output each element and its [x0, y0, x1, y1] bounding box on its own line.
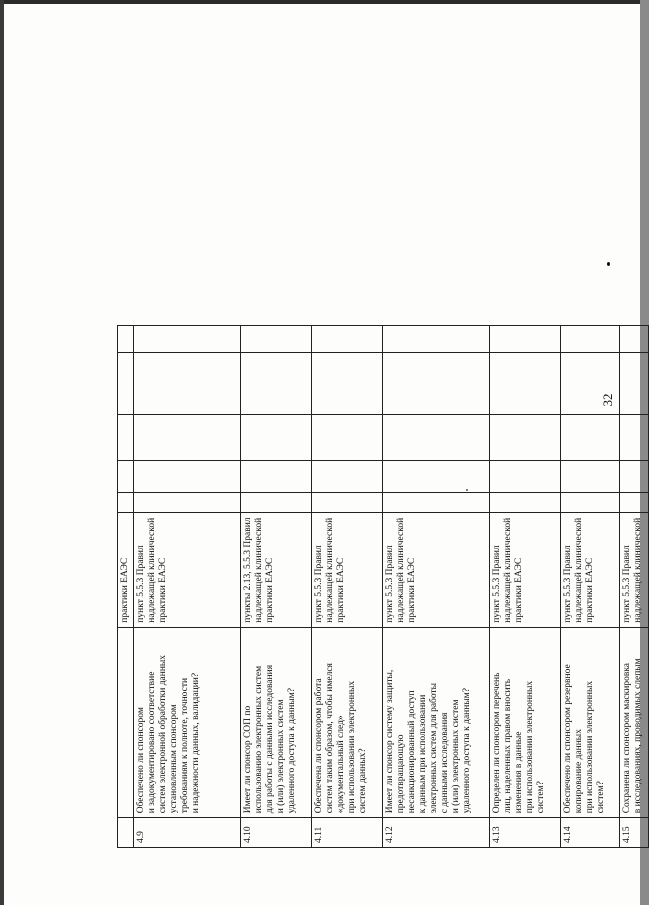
question-line: копирование данных — [574, 729, 584, 814]
question-line: и (или) электронных систем — [276, 699, 286, 814]
cell-empty — [620, 353, 649, 415]
cell-reference — [561, 513, 620, 627]
scan-edge-left — [0, 0, 4, 905]
question-line: при использовании электронных — [525, 680, 535, 814]
reference-line: пункт 5.5.3 Правил — [385, 545, 395, 623]
cell-empty — [241, 326, 312, 353]
table-row — [312, 326, 383, 848]
table-row-continuation — [118, 326, 134, 848]
question-line: систем таким образом, чтобы имелся — [325, 663, 335, 814]
page-number: 32 — [600, 393, 615, 407]
question-line: удаленного доступа к данным? — [287, 688, 297, 814]
cell-question — [383, 627, 490, 818]
cell-empty — [241, 415, 312, 461]
question-line: и задокументировано соответствие — [147, 671, 157, 814]
cell-reference — [134, 513, 241, 627]
cell-empty — [312, 353, 383, 415]
cell-num: 4.14 — [561, 818, 620, 848]
question-line: Имеет ли спонсор систему защиты, — [385, 669, 395, 814]
cell-empty — [490, 326, 561, 353]
scan-speck — [607, 262, 610, 266]
reference-line: надлежащей клинической — [147, 517, 157, 623]
scan-speck — [466, 489, 468, 491]
cell-empty — [312, 415, 383, 461]
cell-empty — [620, 493, 649, 513]
reference-line: практики ЕАЭС — [585, 557, 595, 623]
cell-empty — [383, 461, 490, 493]
cell-empty — [134, 353, 241, 415]
cell-empty — [118, 353, 134, 415]
cell-empty — [134, 493, 241, 513]
question-line: в исследованиях, проводимых слепым — [633, 658, 643, 814]
question-line: лиц, наделенных правом вносить — [503, 678, 513, 814]
cell-num: 4.11 — [312, 818, 383, 848]
question-line: «документальный след» — [336, 715, 346, 814]
cell-empty — [561, 493, 620, 513]
cell-empty — [561, 415, 620, 461]
cell-empty — [118, 415, 134, 461]
cell-reference — [383, 513, 490, 627]
reference-line: практики ЕАЭС — [514, 557, 524, 623]
question-line: изменения в данные — [514, 731, 524, 814]
table-body — [118, 326, 649, 848]
cell-empty — [312, 326, 383, 353]
cell-empty — [620, 415, 649, 461]
cell-reference: практики ЕАЭС — [118, 513, 134, 627]
cell-empty — [312, 493, 383, 513]
cell-empty — [620, 461, 649, 493]
question-line: с данными исследования — [440, 712, 450, 814]
cell-reference — [620, 513, 649, 627]
cell-num: 4.13 — [490, 818, 561, 848]
cell-reference — [490, 513, 561, 627]
reference-line: пункты 2.13, 5.5.3 Правил — [243, 517, 253, 623]
cell-empty — [383, 326, 490, 353]
checklist-table — [117, 325, 649, 848]
question-line: использованию электронных систем — [254, 665, 264, 814]
cell-empty — [118, 493, 134, 513]
cell-num — [118, 818, 134, 848]
question-line: систем? — [596, 781, 606, 814]
question-line: Обеспечено ли спонсором резервное — [563, 664, 573, 814]
reference-line: пункт 5.5.3 Правил — [563, 545, 573, 623]
cell-question — [620, 627, 649, 818]
reference-line: надлежащей клинической — [396, 517, 406, 623]
question-line: и (или) электронных систем — [451, 699, 461, 814]
question-line: электронных систем для работы — [429, 682, 439, 814]
reference-line: практики ЕАЭС — [336, 557, 346, 623]
cell-empty — [241, 461, 312, 493]
cell-empty — [134, 415, 241, 461]
table-row — [490, 326, 561, 848]
question-line: систем? — [536, 781, 546, 814]
reference-line: практики ЕАЭС — [158, 557, 168, 623]
reference-line: надлежащей клинической — [633, 517, 643, 623]
table-row — [134, 326, 241, 848]
cell-question — [561, 627, 620, 818]
question-line: несанкционированный доступ — [407, 690, 417, 814]
reference-line: надлежащей клинической — [325, 517, 335, 623]
cell-empty — [561, 353, 620, 415]
cell-question — [490, 627, 561, 818]
cell-empty — [561, 326, 620, 353]
cell-empty — [561, 461, 620, 493]
cell-empty — [490, 353, 561, 415]
cell-empty — [118, 461, 134, 493]
reference-line: практики ЕАЭС — [265, 557, 275, 623]
reference-line: пункт 5.5.3 Правил — [492, 545, 502, 623]
question-line: к данным при использовании — [418, 694, 428, 814]
cell-num: 4.12 — [383, 818, 490, 848]
table-row — [620, 326, 649, 848]
cell-reference — [312, 513, 383, 627]
cell-empty — [620, 326, 649, 353]
cell-num: 4.10 — [241, 818, 312, 848]
cell-empty — [490, 415, 561, 461]
reference-line: надлежащей клинической — [574, 517, 584, 623]
question-line: систем электронной обработки данных — [158, 654, 168, 814]
cell-empty — [241, 353, 312, 415]
question-line: требованиям к полноте, точности — [180, 677, 190, 814]
cell-question — [241, 627, 312, 818]
question-line: при использовании электронных — [347, 680, 357, 814]
cell-question — [312, 627, 383, 818]
cell-empty — [383, 415, 490, 461]
question-line: для работы с данными исследования — [265, 664, 275, 814]
question-line: Обеспечена ли спонсором работа — [314, 678, 324, 814]
cell-empty — [312, 461, 383, 493]
question-line: удаленного доступа к данным? — [462, 688, 472, 814]
question-line: предотвращающую — [396, 734, 406, 814]
scan-edge-top — [0, 0, 640, 4]
table-row — [383, 326, 490, 848]
cell-reference — [241, 513, 312, 627]
reference-line: пункт 5.5.3 Правил — [622, 545, 632, 623]
table-row — [241, 326, 312, 848]
cell-empty — [490, 461, 561, 493]
question-line: и надежности данных, валидации? — [191, 672, 201, 814]
question-line: Обеспечено ли спонсором — [136, 707, 146, 814]
cell-num: 4.15 — [620, 818, 649, 848]
reference-line: пункт 5.5.3 Правил — [136, 545, 146, 623]
cell-empty — [383, 353, 490, 415]
question-line: Имеет ли спонсор СОП по — [243, 705, 253, 814]
cell-empty — [118, 326, 134, 353]
question-line: Определен ли спонсором перечень — [492, 672, 502, 814]
question-line: при использовании электронных — [585, 680, 595, 814]
reference-line: надлежащей клинической — [503, 517, 513, 623]
question-line: систем данных? — [358, 748, 368, 814]
cell-question — [134, 627, 241, 818]
cell-empty — [383, 493, 490, 513]
cell-empty — [241, 493, 312, 513]
reference-line: надлежащей клинической — [254, 517, 264, 623]
question-line: установленным спонсором — [169, 704, 179, 814]
rotated-table-container — [117, 325, 649, 848]
cell-empty — [490, 493, 561, 513]
reference-line: практики ЕАЭС — [407, 557, 417, 623]
reference-line: пункт 5.5.3 Правил — [314, 545, 324, 623]
cell-empty — [134, 326, 241, 353]
cell-question — [118, 627, 134, 818]
cell-empty — [134, 461, 241, 493]
question-line: Сохранена ли спонсором маскировка — [622, 662, 632, 814]
table-row — [561, 326, 620, 848]
cell-num: 4.9 — [134, 818, 241, 848]
